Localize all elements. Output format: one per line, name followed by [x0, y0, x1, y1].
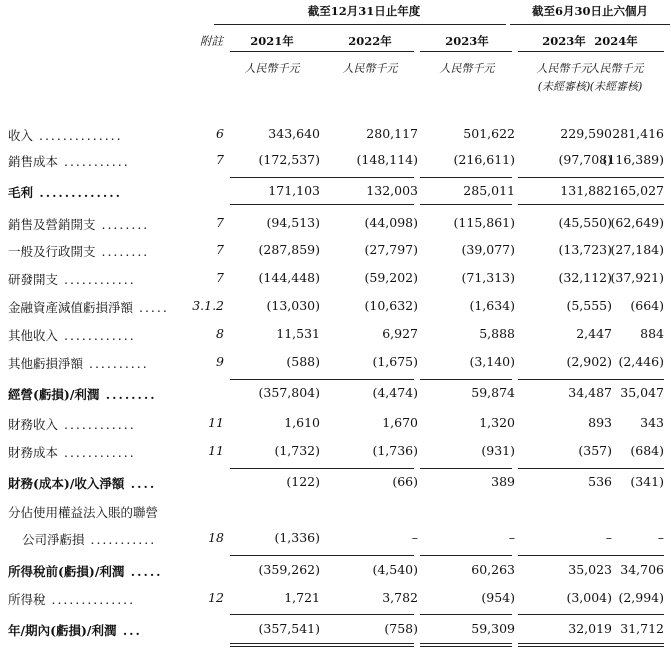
value-cell: (684) [630, 443, 664, 458]
unit-label: 人民幣千元 [588, 62, 644, 75]
total-double-rule [420, 643, 512, 647]
leader-dots: ............ [58, 417, 136, 432]
row-note: 18 [208, 530, 224, 545]
row-label [8, 215, 149, 233]
row-label-text: 經營(虧損)/利潤 [8, 387, 100, 402]
subtotal-rule [230, 555, 322, 556]
row-note: 11 [208, 443, 224, 458]
value-cell: 280,117 [366, 126, 418, 141]
subtotal-rule [322, 177, 414, 178]
leader-dots: ... [116, 623, 142, 638]
subtotal-rule [420, 614, 512, 615]
total-double-rule [230, 643, 322, 647]
row-note: 11 [208, 415, 224, 430]
value-cell: (32,112) [558, 270, 612, 285]
value-cell: (148,114) [356, 152, 418, 167]
row-label-text: 收入 [8, 128, 34, 143]
leader-dots: ........... [58, 154, 130, 169]
row-label-text: 所得稅 [8, 592, 46, 607]
row-label-text: 公司淨虧損 [22, 532, 85, 547]
value-cell: (116,389) [602, 152, 664, 167]
value-cell: 3,782 [382, 590, 418, 605]
value-cell: (357) [578, 443, 612, 458]
year-header-rule [420, 51, 512, 52]
value-cell: – [508, 530, 515, 545]
leader-dots: ........ [95, 244, 150, 259]
value-cell: (2,446) [618, 354, 664, 369]
subtotal-rule [322, 204, 414, 205]
row-note: 7 [216, 242, 224, 257]
total-double-rule [322, 643, 414, 647]
leader-dots: ............ [58, 328, 136, 343]
value-cell: (758) [384, 621, 418, 636]
leader-dots: .... [124, 476, 157, 491]
value-cell: 893 [588, 415, 612, 430]
subtotal-rule [572, 468, 664, 469]
value-cell: 1,320 [479, 415, 515, 430]
subtotal-rule [230, 204, 322, 205]
value-cell: (144,448) [258, 270, 320, 285]
value-cell: (44,098) [364, 215, 418, 230]
subtotal-rule [572, 614, 664, 615]
row-label-text: 研發開支 [8, 272, 59, 287]
value-cell: 34,487 [568, 385, 612, 400]
value-cell: (357,804) [258, 385, 320, 400]
note-column-header: 附註 [200, 34, 223, 48]
value-cell: 501,622 [463, 126, 515, 141]
unit-label: 人民幣千元 [244, 62, 300, 75]
value-cell: (71,313) [461, 270, 515, 285]
row-label [8, 183, 122, 201]
value-cell: (115,861) [453, 215, 515, 230]
subtotal-rule [572, 177, 664, 178]
year-header: 2023年 [542, 34, 586, 48]
subtotal-rule [230, 468, 322, 469]
value-cell: (59,202) [364, 270, 418, 285]
subtotal-rule [420, 468, 512, 469]
row-label [8, 385, 157, 403]
leader-dots: ............ [58, 272, 136, 287]
value-cell: (172,537) [258, 152, 320, 167]
row-label-text: 財務成本 [8, 445, 59, 460]
subtotal-rule [230, 379, 322, 380]
value-cell: (216,611) [453, 152, 515, 167]
row-label-text: 所得稅前(虧損)/利潤 [8, 564, 125, 579]
subtotal-rule [420, 177, 512, 178]
value-cell: (122) [286, 474, 320, 489]
row-label [8, 415, 136, 433]
leader-dots: ............. [33, 185, 122, 200]
leader-dots: ........... [84, 532, 157, 547]
value-cell: 11,531 [276, 326, 320, 341]
value-cell: (931) [481, 443, 515, 458]
row-note: 3.1.2 [192, 298, 224, 313]
six-months-group-header: 截至6月30日止六個月 [531, 4, 648, 18]
subtotal-rule [572, 379, 664, 380]
value-cell: (2,994) [618, 590, 664, 605]
year-header: 2022年 [348, 34, 392, 48]
value-cell: 171,103 [268, 183, 320, 198]
leader-dots: ..... [133, 300, 169, 315]
subtotal-rule [230, 614, 322, 615]
row-note: 6 [216, 126, 224, 141]
value-cell: (1,732) [274, 443, 320, 458]
row-label-text: 銷售成本 [8, 154, 59, 169]
unit-label: 人民幣千元 [439, 62, 495, 75]
value-cell: (62,649) [610, 215, 664, 230]
row-label [8, 621, 142, 639]
row-label [8, 126, 123, 144]
row-label-text: 財務(成本)/收入淨額 [8, 476, 125, 491]
row-label-text: 銷售及營銷開支 [8, 217, 96, 232]
value-cell: 5,888 [479, 326, 515, 341]
value-cell: (3,004) [566, 590, 612, 605]
leader-dots: ............ [58, 445, 136, 460]
subtotal-rule [322, 555, 414, 556]
value-cell: (4,474) [372, 385, 418, 400]
value-cell: 536 [588, 474, 612, 489]
six-months-header-rule [510, 24, 670, 25]
value-cell: 35,047 [620, 385, 664, 400]
row-label [8, 298, 169, 316]
subtotal-rule [322, 468, 414, 469]
leader-dots: ........ [99, 387, 157, 402]
row-label [8, 326, 136, 344]
row-label-text: 其他虧損淨額 [8, 356, 84, 371]
unit-label: 人民幣千元 [536, 62, 592, 75]
value-cell: 343 [640, 415, 664, 430]
value-cell: 60,263 [471, 562, 515, 577]
unaudited-label: (未經審核) [589, 80, 643, 93]
value-cell: 884 [640, 326, 664, 341]
row-label [8, 354, 149, 372]
value-cell: 343,640 [268, 126, 320, 141]
row-label [22, 530, 156, 548]
value-cell: (1,634) [469, 298, 515, 313]
value-cell: 31,712 [620, 621, 664, 636]
value-cell: (2,902) [566, 354, 612, 369]
row-label-text: 分佔使用權益法入賬的聯營 [8, 505, 159, 520]
value-cell: 1,670 [382, 415, 418, 430]
value-cell: – [411, 530, 418, 545]
value-cell: (287,859) [258, 242, 320, 257]
leader-dots: ..... [124, 564, 163, 579]
value-cell: (359,262) [258, 562, 320, 577]
row-note: 8 [216, 326, 224, 341]
value-cell: (45,550) [558, 215, 612, 230]
value-cell: (27,184) [610, 242, 664, 257]
value-cell: 131,882 [560, 183, 612, 198]
subtotal-rule [420, 555, 512, 556]
value-cell: (357,541) [258, 621, 320, 636]
value-cell: (94,513) [266, 215, 320, 230]
subtotal-rule [420, 379, 512, 380]
row-note: 9 [216, 354, 224, 369]
row-label-text: 一般及行政開支 [8, 244, 96, 259]
value-cell: (13,030) [266, 298, 320, 313]
row-label [8, 562, 163, 580]
value-cell: (4,540) [372, 562, 418, 577]
value-cell: 389 [491, 474, 515, 489]
row-label [8, 503, 158, 521]
value-cell: (664) [630, 298, 664, 313]
row-label [8, 242, 149, 260]
value-cell: (341) [630, 474, 664, 489]
value-cell: (954) [481, 590, 515, 605]
subtotal-rule [230, 177, 322, 178]
row-note: 7 [216, 152, 224, 167]
fiscal-year-group-header: 截至12月31日止年度 [307, 4, 421, 18]
value-cell: (66) [392, 474, 418, 489]
row-label [8, 152, 130, 170]
value-cell: (3,140) [469, 354, 515, 369]
value-cell: 34,706 [620, 562, 664, 577]
row-label-text: 年/期內(虧損)/利潤 [8, 623, 117, 638]
row-label [8, 590, 135, 608]
year-header-rule [572, 51, 664, 52]
value-cell: 59,309 [471, 621, 515, 636]
value-cell: – [657, 530, 664, 545]
value-cell: (37,921) [610, 270, 664, 285]
value-cell: 281,416 [612, 126, 664, 141]
year-header: 2021年 [250, 34, 294, 48]
row-label-text: 毛利 [8, 185, 34, 200]
subtotal-rule [420, 204, 512, 205]
row-label-text: 財務收入 [8, 417, 59, 432]
value-cell: (1,336) [274, 530, 320, 545]
value-cell: 35,023 [568, 562, 612, 577]
value-cell: 2,447 [576, 326, 612, 341]
value-cell: 229,590 [560, 126, 612, 141]
year-header: 2023年 [445, 34, 489, 48]
value-cell: 1,610 [284, 415, 320, 430]
value-cell: 6,927 [382, 326, 418, 341]
row-label [8, 270, 136, 288]
value-cell: (27,797) [364, 242, 418, 257]
row-label-text: 金融資產減值虧損淨額 [8, 300, 134, 315]
value-cell: (1,736) [372, 443, 418, 458]
value-cell: 1,721 [284, 590, 320, 605]
subtotal-rule [322, 614, 414, 615]
value-cell: 285,011 [463, 183, 515, 198]
row-label [8, 443, 136, 461]
total-double-rule [572, 643, 664, 647]
unit-label: 人民幣千元 [342, 62, 398, 75]
value-cell: (1,675) [372, 354, 418, 369]
fiscal-year-header-rule [214, 24, 506, 25]
value-cell: (588) [286, 354, 320, 369]
value-cell: (39,077) [461, 242, 515, 257]
leader-dots: .......... [83, 356, 149, 371]
subtotal-rule [572, 555, 664, 556]
value-cell: (10,632) [364, 298, 418, 313]
value-cell: 132,003 [366, 183, 418, 198]
row-note: 7 [216, 215, 224, 230]
year-header-rule [322, 51, 414, 52]
year-header: 2024年 [594, 34, 638, 48]
row-label-text: 其他收入 [8, 328, 59, 343]
value-cell: – [605, 530, 612, 545]
value-cell: (5,555) [566, 298, 612, 313]
value-cell: 59,874 [471, 385, 515, 400]
value-cell: (13,723) [558, 242, 612, 257]
leader-dots: ........ [95, 217, 150, 232]
unaudited-label: (未經審核) [537, 80, 591, 93]
value-cell: 32,019 [568, 621, 612, 636]
row-note: 7 [216, 270, 224, 285]
leader-dots: .............. [33, 128, 123, 143]
value-cell: (97,708) [558, 152, 612, 167]
leader-dots: .............. [45, 592, 136, 607]
row-note: 12 [208, 590, 224, 605]
subtotal-rule [322, 379, 414, 380]
value-cell: 165,027 [612, 183, 664, 198]
subtotal-rule [572, 204, 664, 205]
row-label [8, 474, 156, 492]
year-header-rule [230, 51, 322, 52]
